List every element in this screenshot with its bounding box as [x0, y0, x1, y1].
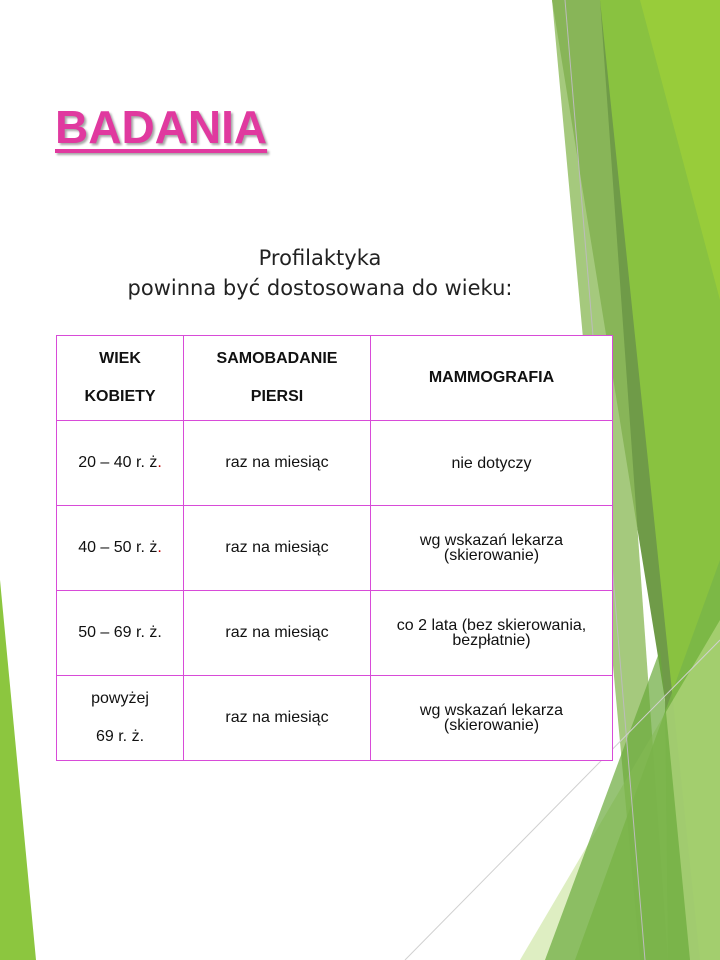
mammography-cell — [371, 506, 613, 591]
page-title: BADANIA — [55, 101, 268, 153]
header-self-line2: PIERSI — [250, 388, 304, 405]
header-self-exam — [184, 336, 371, 421]
subtitle-line-2: powinna być dostosowana do wieku: — [127, 276, 513, 300]
header-mammography: MAMMOGRAFIA — [371, 336, 613, 421]
table-row — [57, 591, 613, 676]
mammo-line2: (skierowanie) — [443, 717, 540, 734]
mammo-line1: co 2 lata (bez skierowania, — [396, 617, 587, 634]
age-line2: 69 r. ż. — [95, 728, 145, 745]
header-age-line1: WIEK — [99, 350, 141, 367]
subtitle — [0, 243, 640, 303]
mammo-line2: (skierowanie) — [443, 547, 540, 564]
table-header-row — [57, 336, 613, 421]
mammo-line1: nie dotyczy — [451, 454, 532, 472]
header-self-line1: SAMOBADANIE — [216, 350, 338, 367]
self-exam-cell: raz na miesiąc — [184, 421, 371, 506]
table-row — [57, 421, 613, 506]
age-cell — [57, 676, 184, 761]
age-cell — [57, 506, 184, 591]
age-cell — [57, 591, 184, 676]
mammography-cell — [371, 591, 613, 676]
age-dot: . — [157, 539, 162, 556]
age-line1: powyżej — [91, 690, 149, 707]
green-left-sliver — [0, 580, 36, 960]
subtitle-line-1: Profilaktyka — [258, 246, 382, 270]
mammo-line1: wg wskazań lekarza — [419, 532, 564, 549]
self-exam-cell: raz na miesiąc — [184, 676, 371, 761]
screening-table — [56, 335, 613, 761]
mammography-cell — [371, 676, 613, 761]
age-text: 20 – 40 r. ż — [78, 454, 158, 471]
header-age — [57, 336, 184, 421]
table-row — [57, 676, 613, 761]
header-age-line2: KOBIETY — [84, 388, 156, 405]
self-exam-cell: raz na miesiąc — [184, 591, 371, 676]
table-row — [57, 506, 613, 591]
age-text: 50 – 69 r. ż. — [78, 624, 162, 641]
mammography-cell — [371, 421, 613, 506]
mammo-line2: bezpłatnie) — [452, 632, 531, 649]
age-text: 40 – 50 r. ż — [78, 539, 158, 556]
self-exam-cell: raz na miesiąc — [184, 506, 371, 591]
age-cell — [57, 421, 184, 506]
mammo-line1: wg wskazań lekarza — [419, 702, 564, 719]
age-dot: . — [157, 454, 162, 471]
